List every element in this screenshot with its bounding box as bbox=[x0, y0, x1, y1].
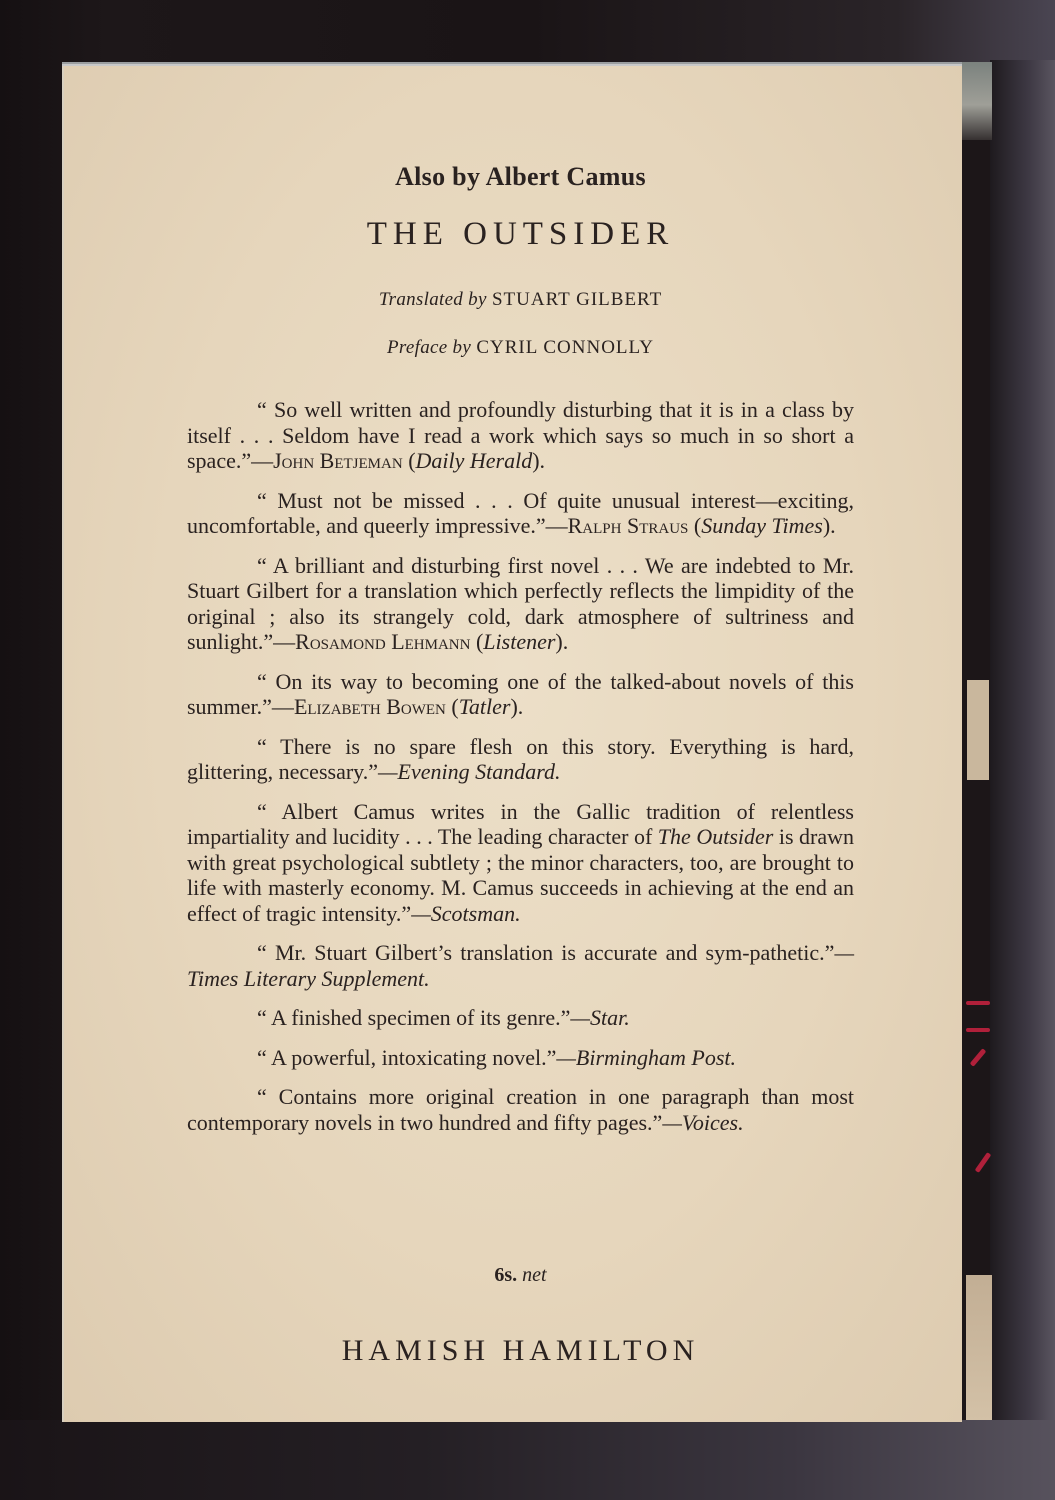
publication-name: Listener bbox=[483, 629, 556, 654]
book-title-reference: The Outsider bbox=[657, 824, 774, 849]
publisher-name: HAMISH HAMILTON bbox=[341, 1334, 700, 1367]
publication-name: Tatler bbox=[458, 694, 511, 719]
preface-credit bbox=[187, 337, 854, 359]
publication-name: —Evening Standard. bbox=[378, 759, 561, 784]
spine-red-mark bbox=[966, 1028, 990, 1032]
reviewer-name: Elizabeth Bowen bbox=[293, 694, 446, 719]
review-quote: “ So well written and profoundly disturbing that it is in a class by itself . . . Seldom have I read a work which says so much in so short a space.”—John Betjeman (Daily Herald). bbox=[187, 397, 854, 473]
publication-name: Sunday Times bbox=[701, 513, 823, 538]
also-by-heading: Also by Albert Camus bbox=[395, 162, 646, 191]
preface-author-name: CYRIL CONNOLLY bbox=[476, 337, 654, 358]
translated-by-label: Translated by bbox=[378, 289, 487, 310]
spine-red-mark bbox=[966, 1001, 990, 1005]
preface-by-label: Preface by bbox=[387, 337, 472, 358]
review-quote: “ Mr. Stuart Gilbert’s translation is accurate and sym-pathetic.”—Times Literary Supplement. bbox=[187, 940, 854, 991]
background-bottom bbox=[0, 1420, 1055, 1500]
review-quote: “ There is no spare flesh on this story. Everything is hard, glittering, necessary.”—Evening Standard. bbox=[187, 733, 854, 784]
spine-torn-top bbox=[962, 62, 992, 140]
publication-name: —Star. bbox=[570, 1005, 630, 1030]
spine-torn-middle bbox=[967, 680, 989, 780]
book-title: THE OUTSIDER bbox=[366, 216, 675, 252]
background-right bbox=[990, 60, 1055, 1420]
review-quote: “ A brilliant and disturbing first novel . . . We are indebted to Mr. Stuart Gilbert for a translation which perfectly reflects the limpidity of the original ; also its strangely cold, dark atmosphere of sultriness and sunlight.”—Rosamond Lehmann (Listener). bbox=[187, 552, 854, 654]
dust-jacket-back-cover bbox=[62, 62, 962, 1422]
publication-name: —Times Literary Supplement. bbox=[187, 940, 854, 991]
publication-name: —Voices. bbox=[662, 1109, 744, 1135]
review-quote: “ Contains more original creation in one paragraph than most contemporary novels in two hundred and fifty pages.”—Voices. bbox=[187, 1084, 854, 1135]
price-suffix: net bbox=[522, 1264, 547, 1286]
review-quote: “ Must not be missed . . . Of quite unusual interest—exciting, uncomfortable, and queerly impressive.”—Ralph Straus (Sunday Times). bbox=[187, 487, 854, 538]
reviewer-name: Rosamond Lehmann bbox=[295, 629, 471, 654]
spine-torn-bottom bbox=[966, 1275, 992, 1420]
reviewer-name: Ralph Straus bbox=[567, 513, 689, 538]
review-quote: “ Albert Camus writes in the Gallic tradition of relentless impartiality and lucidity . . . The leading character of The Outsider is drawn with great psychological subtlety ; the minor characters, too, are brought to life with masterly economy. M. Camus succeeds in achieving at the end an effect of tragic intensity.”—Scotsman. bbox=[187, 798, 855, 926]
review-quote: “ A powerful, intoxicating novel.”—Birmingham Post. bbox=[257, 1044, 737, 1070]
translator-name: STUART GILBERT bbox=[491, 289, 663, 310]
review-quote: “ A finished specimen of its genre.”—Star. bbox=[257, 1005, 630, 1030]
review-quotes bbox=[187, 397, 854, 1149]
publication-name: —Birmingham Post. bbox=[556, 1044, 737, 1070]
review-quote: “ On its way to becoming one of the talked-about novels of this summer.”—Elizabeth Bowen (Tatler). bbox=[187, 668, 854, 719]
publication-name: —Scotsman. bbox=[411, 900, 521, 926]
translator-credit bbox=[187, 289, 854, 311]
publication-name: Daily Herald bbox=[415, 448, 533, 473]
price-value: 6s. bbox=[494, 1264, 518, 1286]
reviewer-name: John Betjeman bbox=[273, 448, 403, 473]
price-label bbox=[187, 1264, 854, 1287]
